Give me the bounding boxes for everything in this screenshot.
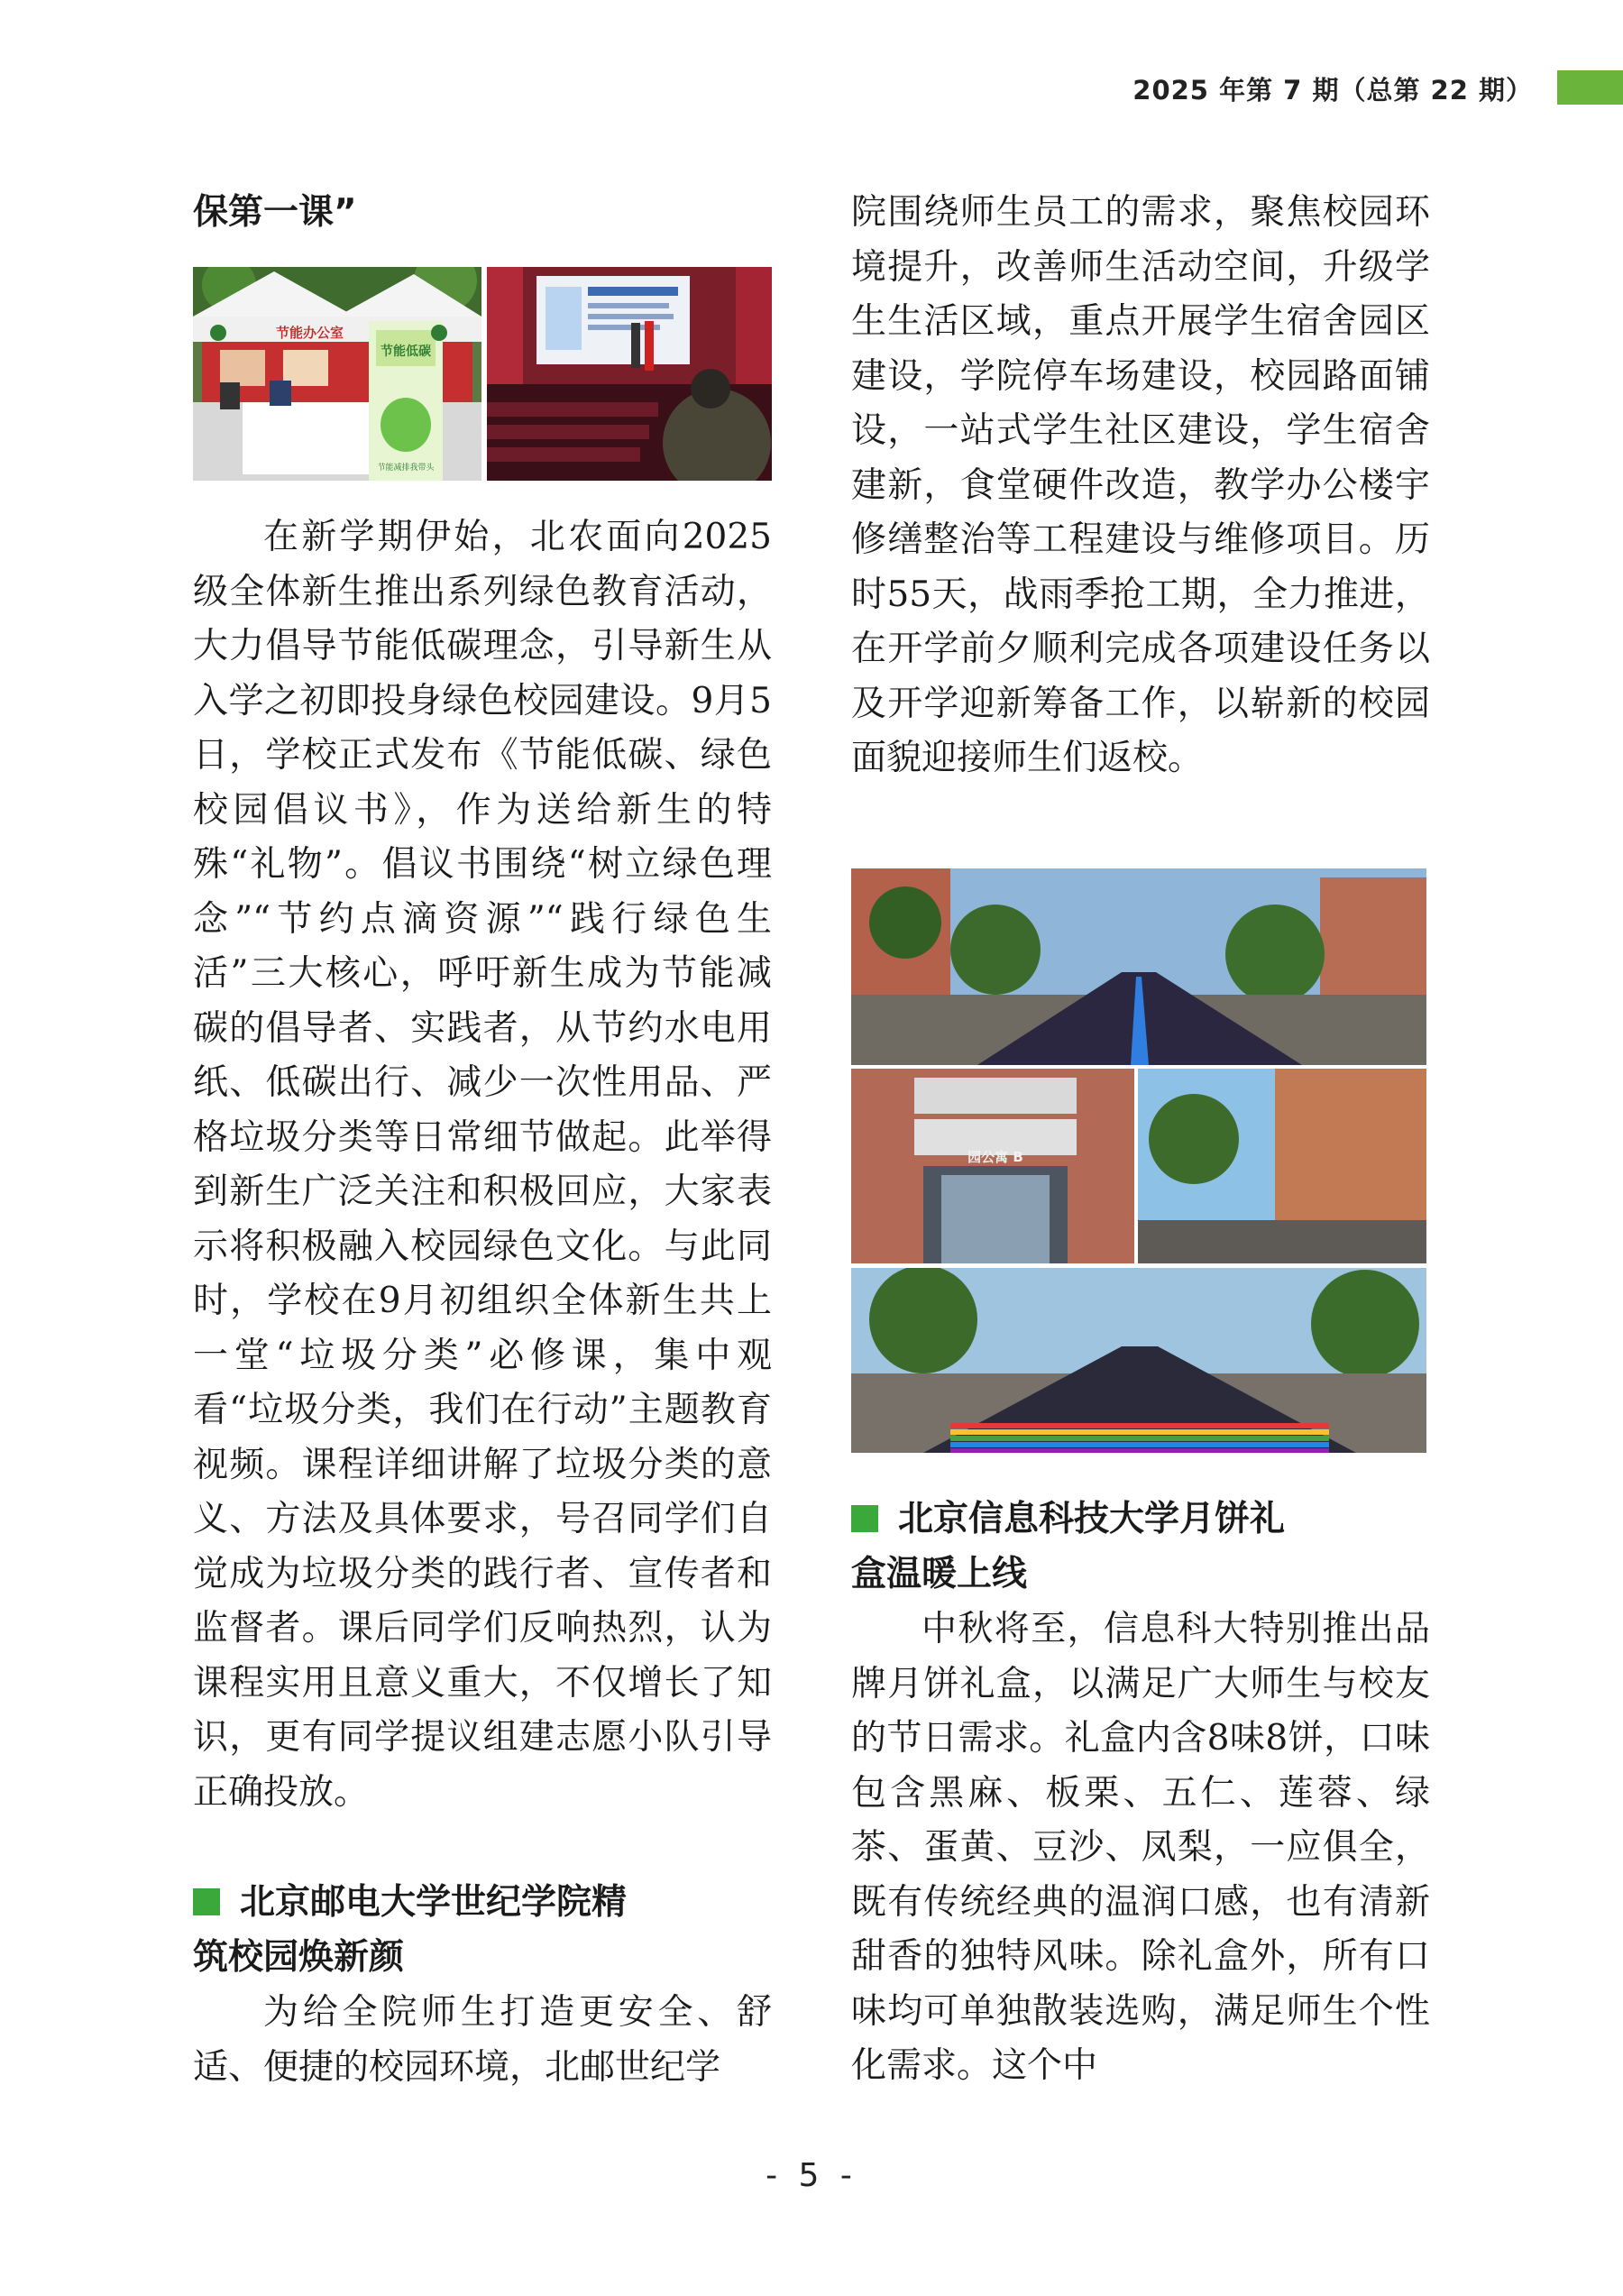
section-heading-bupt-century: 北京邮电大学世纪学院精 (117, 1876, 772, 1931)
photo-auditorium-lecture (487, 267, 772, 481)
right-paragraph-1: 院围绕师生员工的需求，聚焦校园环境提升，改善师生活动空间，升级学生生活区域，重点开展学生宿舍园区建设，学院停车场建设，校园路面铺设，一站式学生社区建设，学生宿舍建新，食堂硬件改造，教学办公楼宇修缮整治等工程建设与维修项目。历时55天，战雨季抢工期，全力推进，在开学前夕顺利完成各项建设任务以及开学迎新筹备工作，以崭新的校园面貌迎接师生们返校。 (851, 192, 1430, 778)
left-paragraph-2: 为给全院师生打造更安全、舒适、便捷的校园环境，北邮世纪学 (193, 1992, 772, 2088)
photo-energy-booth (193, 267, 481, 481)
booth-sign-text: 节能办公室 (276, 325, 344, 341)
section-heading-bupt-century-cont: 筑校园焕新颜 (193, 1937, 405, 1978)
continued-title: 保第一课” (193, 192, 357, 233)
section-heading-bistu-mooncake: 北京信息科技大学月饼礼 (775, 1492, 1430, 1548)
page-number: - 5 - (766, 2157, 857, 2194)
photo-campus-collage (851, 868, 1426, 1453)
section-heading-bistu-mooncake-cont: 盒温暖上线 (851, 1554, 1028, 1594)
green-square-bullet (193, 1888, 220, 1915)
header-accent-bar (1557, 70, 1623, 105)
green-square-bullet (851, 1505, 878, 1532)
right-paragraph-2: 中秋将至，信息科大特别推出品牌月饼礼盒，以满足广大师生与校友的节日需求。礼盒内含8味8饼，口味包含黑麻、板栗、五仁、莲蓉、绿茶、蛋黄、豆沙、凤梨，一应俱全，既有传统经典的温润口感，也有清新甜香的独特风味。除礼盒外，所有口味均可单独散装选购，满足师生个性化需求。这个中 (851, 1609, 1430, 2086)
left-paragraph-1: 在新学期伊始，北农面向2025级全体新生推出系列绿色教育活动，大力倡导节能低碳理念，引导新生从入学之初即投身绿色校园建设。9月5日，学校正式发布《节能低碳、绿色校园倡议书》，作为送给新生的特殊“礼物”。倡议书围绕“树立绿色理念”“节约点滴资源”“践行绿色生活”三大核心，呼吁新生成为节能减碳的倡导者、实践者，从节约水电用纸、低碳出行、减少一次性用品、严格垃圾分类等日常细节做起。此举得到新生广泛关注和积极回应，大家表示将积极融入校园绿色文化。与此同时，学校在9月初组织全体新生共上一堂“垃圾分类”必修课，集中观看“垃圾分类，我们在行动”主题教育视频。课程详细讲解了垃圾分类的意义、方法及具体要求，号召同学们自觉成为垃圾分类的践行者、宣传者和监督者。课后同学们反响热烈，认为课程实用且意义重大，不仅增长了知识，更有同学提议组建志愿小队引导正确投放。 (193, 517, 772, 1813)
issue-header: 2025 年第 7 期（总第 22 期） (1132, 75, 1533, 106)
building-sign-text: 园公寓 B (967, 1149, 1023, 1165)
banner-footer-text: 节能减排我带头 (377, 464, 435, 473)
banner-text: 节能低碳 (381, 344, 431, 359)
